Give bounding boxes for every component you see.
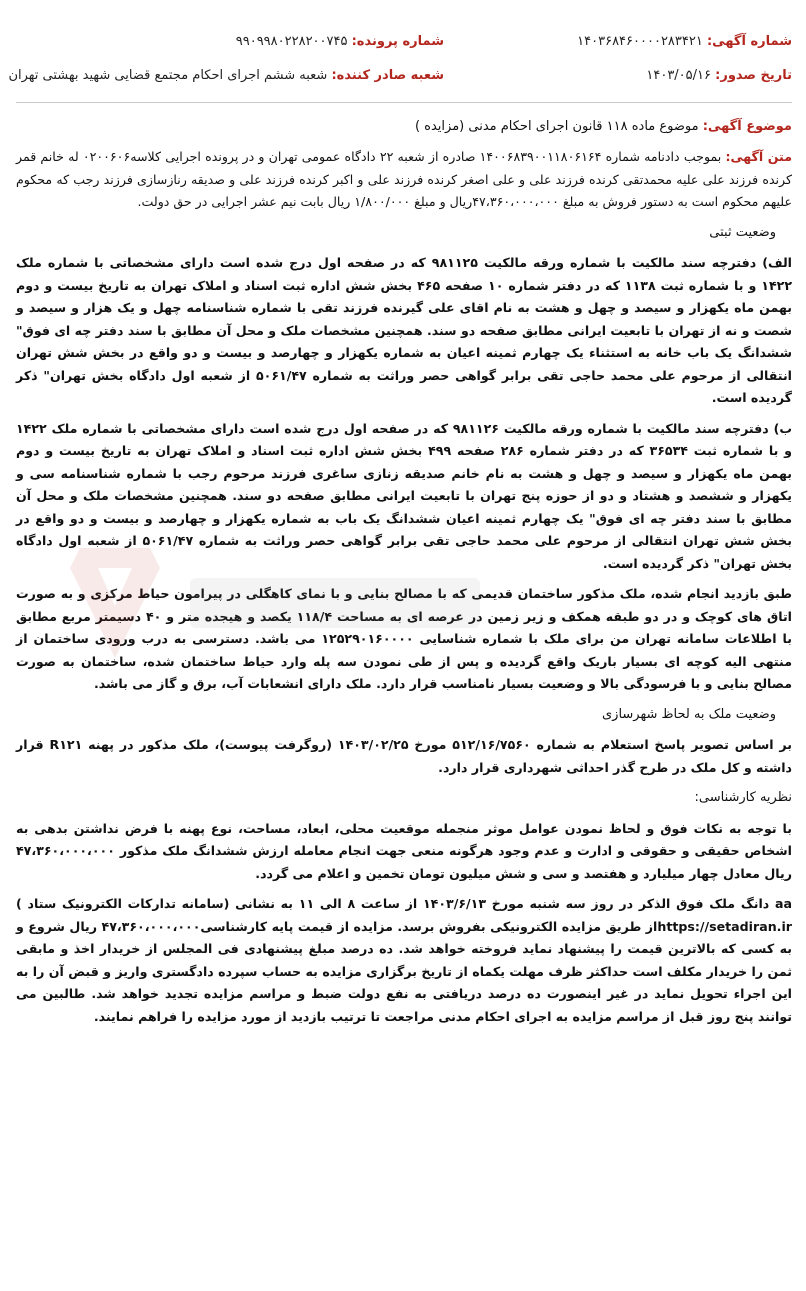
ad-number-value: ۱۴۰۳۶۸۴۶۰۰۰۰۲۸۳۴۲۱ bbox=[577, 34, 703, 49]
issue-date-value: ۱۴۰۳/۰۵/۱۶ bbox=[646, 68, 711, 83]
issuer-value: شعبه ششم اجرای احکام مجتمع قضایی شهید بهشتی تهران bbox=[8, 68, 328, 83]
subject-row bbox=[16, 119, 792, 134]
auction-paragraph: aa دانگ ملک فوق الذکر در روز سه شنبه مورخ ۱۴۰۳/۶/۱۳ از ساعت ۸ الی ۱۱ به نشانی (سامانه تدارکات الکترونیک ستاد ) https://setadiran.irاز طریق مزایده الکترونیکی بفروش برسد. مزایده از قیمت پایه کارشناسی۴۷،۳۶۰،۰۰۰،۰۰۰ ریال شروع و به کسی که بالاترین قیمت را پیشنهاد نماید فروخته خواهد شد. ده درصد مبلغ پیشنهادی فی المجلس از خریدار اخذ و مابقی ثمن را خریدار مکلف است حداکثر ظرف مهلت یکماه از تاریخ برگزاری مزایده به حساب سپرده دادگستری واریز و قبض آن را به این اجراء تحویل نماید در غیر اینصورت ده درصد دریافتی به نفع دولت ضبط و مراسم مزایده تجدید خواهد شد. طالبین می توانند پنج روز قبل از مراسم مزایده به اجرای احکام مدنی مراجعت تا ترتیب بازدید از مورد مزایده را فراهم نمایند. bbox=[16, 896, 792, 1024]
case-number-field bbox=[236, 34, 444, 49]
urban-title: وضعیت ملک به لحاظ شهرسازی bbox=[602, 706, 776, 722]
header-row-2 bbox=[8, 68, 792, 94]
subject-value: موضوع ماده ۱۱۸ قانون اجرای احکام مدنی (مزایده ) bbox=[414, 119, 699, 134]
intro-paragraph bbox=[16, 146, 792, 214]
visit-paragraph: طبق بازدید انجام شده، ملک مذکور ساختمان قدیمی که با مصالح بنایی و با نمای کاهگلی در پیرامون حیاط مرکزی و به صورت اتاق های کوچک و در دو طبقه همکف و زیر زمین در عرصه ای به مساحت ۱۱۸/۴ یکصد و هیجده متر و ۴۰ دسیمتر مربع مطابق با اطلاعات سامانه تهران من برای ملک با شماره شناسایی ۱۲۵۲۹۰۱۶۰۰۰۰ می باشد. دسترسی به درب ورودی ساختمان از منتهی الیه کوچه ای بسیار باریک واقع گردیده و پس از طی نمودن سه پله وارد حیاط ساختمان شده، ساختمان به صورت مصالح بنایی و با فرسودگی بالا و وضعیت بسیار نامناسب قرار دارد. ملک دارای انشعابات آب، برق و گاز می باشد. bbox=[16, 586, 792, 691]
ad-number-field bbox=[577, 34, 792, 49]
issue-date-field bbox=[646, 68, 792, 83]
header-divider bbox=[16, 102, 792, 103]
registry-paragraph-a: الف) دفترچه سند مالکیت با شماره ورقه مالکیت ۹۸۱۱۲۵ که در صفحه اول درج شده است دارای مشخصاتی با شماره ملک ۱۴۲۲ و با شماره ثبت ۱۱۳۸ که در دفتر شماره ۱۰ صفحه ۴۶۵ بخش شش اداره ثبت اسناد و املاک تهران به تاریخ بیست و دوم بهمن ماه یکهزار و سیصد و چهل و هشت به نام اقای علی گیرنده فرزند تقی با شماره شناسنامه چهل و یک هزار و سیصد و شصت و نه از تهران با تابعیت ایرانی مطابق صفحه دو سند. همچنین مشخصات ملک و محل آن مطابق با سند دفتر چه ای فوق" ششدانگ یک باب خانه به استثناء یک چهارم ثمینه اعیان به شماره یکهزار و چهارصد و بیست و دو واقع در بخش شش تهران انتقالی از مرحوم علی محمد حاجی تقی برابر گواهی حصر وراثت به شماره ۵۰۶۱/۴۷ از شعبه اول دادگاه بخش تهران" ذکر گردیده است. bbox=[16, 255, 793, 405]
registry-title: وضعیت ثبتی bbox=[709, 224, 776, 240]
expert-paragraph: با توجه به نکات فوق و لحاظ نمودن عوامل موثر منجمله موقعیت محلی، ابعاد، مساحت، نوع پهنه با فرض نداشتن بدهی به اشخاص حقیقی و حقوقی و ادارت و عدم وجود هرگونه منعی جهت انجام معامله ارزش ششدانگ ملک مذکور ۴۷،۳۶۰،۰۰۰،۰۰۰ ریال معادل چهار میلیارد و هفتصد و سی و شش میلیون تومان تخمین و اعلام می گردد. bbox=[16, 820, 792, 881]
expert-title: نظریه کارشناسی: bbox=[694, 790, 792, 805]
registry-paragraph-b: ب) دفترچه سند مالکیت با شماره ورقه مالکیت ۹۸۱۱۲۶ که در صفحه اول درج شده است دارای مشخصاتی با شماره ملک ۱۴۲۲ و با شماره ثبت ۳۶۵۳۴ که در دفتر شماره ۲۸۶ صفحه ۴۹۹ بخش شش اداره ثبت اسناد و املاک تهران به تاریخ بیست و دوم بهمن ماه یکهزار و سیصد و چهل و هشت به نام خانم صدیقه زنازی ساغری فرزند مرحوم رجب با شماره شناسنامه سی و یکهزار و ششصد و هشتاد و دو از حوزه پنج تهران با تابعیت ایرانی مطابق صفحه دو سند. همچنین مشخصات ملک و محل آن مطابق با سند دفتر چه ای فوق" یک چهارم ثمینه اعیان ششدانگ یک باب به شماره یکهزار و چهارصد و بیست و دو واقع در بخش شش تهران انتقالی از مرحوم علی محمد حاجی تقی برابر گواهی حصر وراثت به شماره ۵۰۶۱/۴۷ از شعبه اول دادگاه بخش تهران" ذکر گردیده است. bbox=[16, 420, 792, 571]
ad-number-label: شماره آگهی: bbox=[706, 34, 792, 49]
subject-label: موضوع آگهی: bbox=[702, 119, 792, 134]
intro-text: بموجب دادنامه شماره ۱۴۰۰۶۸۳۹۰۰۱۱۸۰۶۱۶۴ صادره از شعبه ۲۲ دادگاه عمومی تهران و در پرونده اجرایی کلاسه۰۲۰۰۶۰۶ له خانم قمر کرنده فرزند علی علیه محمدتقی کرنده فرزند علی و علی اصغر کرنده فرزند علی و اکبر کرنده فرزند علی و صدیقه رنازسازی فرزند رجب که محکوم علیهم محکوم است به دستور فروش به مبلغ ۴۷،۳۶۰،۰۰۰،۰۰۰ریال و مبلغ ۱/۸۰۰/۰۰۰ ریال بابت نیم عشر اجرایی در حق دولت. bbox=[16, 149, 792, 209]
issue-date-label: تاریخ صدور: bbox=[715, 68, 792, 83]
case-number-label: شماره پرونده: bbox=[351, 34, 444, 49]
case-number-value: ۹۹۰۹۹۸۰۲۲۸۲۰۰۷۴۵ bbox=[235, 34, 348, 49]
header-row-1 bbox=[16, 34, 792, 60]
notice-body bbox=[16, 146, 792, 1028]
issuer-label: شعبه صادر کننده: bbox=[331, 68, 444, 83]
urban-paragraph: بر اساس تصویر پاسخ استعلام به شماره ۵۱۲/۱۶/۷۵۶۰ مورخ ۱۴۰۳/۰۲/۲۵ (روگرفت پیوست)، ملک مذکور در پهنه R۱۲۱ قرار داشته و کل ملک در طرح گذر احداثی شهرداری قرار دارد. bbox=[16, 737, 792, 775]
issuer-field bbox=[8, 68, 444, 83]
body-label: متن آگهی: bbox=[725, 149, 792, 164]
